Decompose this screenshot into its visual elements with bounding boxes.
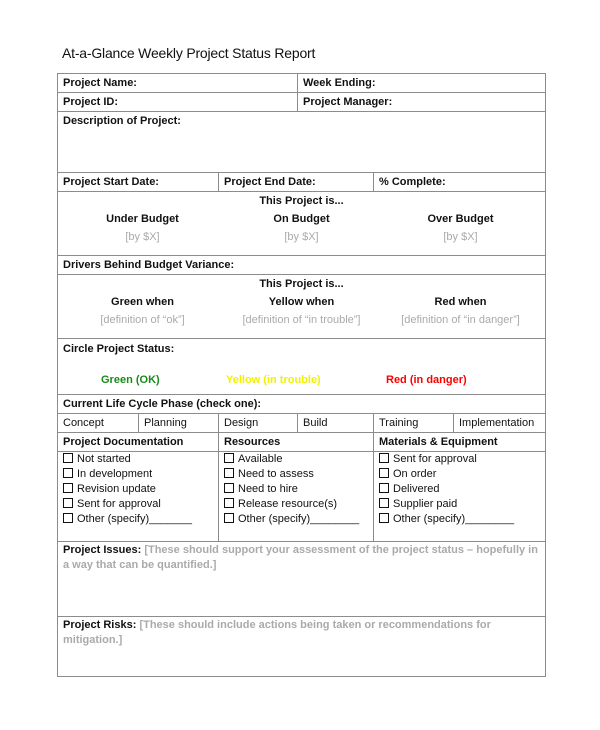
checklist-item[interactable]: [224, 452, 368, 467]
checkbox-icon[interactable]: [63, 498, 73, 508]
on-budget-hint: [by $X]: [284, 231, 319, 243]
checkbox-icon[interactable]: [379, 513, 389, 523]
checklist-item-label: Delivered: [393, 483, 440, 495]
yellow-when-hint: [definition of “in trouble”]: [242, 314, 361, 326]
status-yellow[interactable]: Yellow (in trouble): [226, 374, 321, 386]
checklist-item-label: Other (specify)_______: [77, 513, 192, 525]
checklist-item-label: Revision update: [77, 483, 156, 495]
checklist-item[interactable]: [224, 497, 368, 512]
checkbox-icon[interactable]: [63, 483, 73, 493]
budget-heading: This Project is...: [259, 195, 344, 207]
checklist-item[interactable]: [224, 467, 368, 482]
checklist-item-label: Sent for approval: [393, 453, 477, 465]
phase-design[interactable]: Design: [219, 414, 298, 433]
materials-heading: Materials & Equipment: [374, 433, 546, 452]
status-section: [58, 339, 546, 395]
checklist-item-label: Release resource(s): [238, 498, 338, 510]
start-date-field[interactable]: Project Start Date:: [58, 173, 219, 192]
phase-planning[interactable]: Planning: [139, 414, 219, 433]
checklist-item-label: On order: [393, 468, 437, 480]
issues-label: Project Issues:: [63, 544, 142, 556]
phase-concept[interactable]: Concept: [58, 414, 139, 433]
checklist-item[interactable]: [379, 467, 540, 482]
page-title: At-a-Glance Weekly Project Status Report: [62, 45, 316, 61]
risks-field[interactable]: [58, 617, 546, 677]
checklist-item[interactable]: [63, 497, 213, 512]
checkbox-icon[interactable]: [224, 513, 234, 523]
status-heading: Circle Project Status:: [63, 343, 175, 355]
checklist-item[interactable]: [63, 482, 213, 497]
materials-checklist: [374, 452, 546, 542]
yellow-when-label: Yellow when: [268, 296, 335, 308]
risks-hint: [These should include actions being taken or recommendations for mitigation.]: [63, 619, 491, 646]
checklist-item-label: Need to hire: [238, 483, 298, 495]
on-budget-label: On Budget: [273, 213, 330, 225]
checkbox-icon[interactable]: [224, 483, 234, 493]
resources-checklist: [219, 452, 374, 542]
green-when: [64, 293, 221, 329]
checklist-item-label: Other (specify)________: [393, 513, 515, 525]
health-section: [58, 275, 546, 339]
under-budget-label: Under Budget: [106, 213, 179, 225]
checklist-item[interactable]: [224, 512, 368, 527]
lifecycle-heading: Current Life Cycle Phase (check one):: [58, 395, 546, 414]
checklist-item-label: Not started: [77, 453, 131, 465]
checkbox-icon[interactable]: [63, 468, 73, 478]
budget-section: [58, 192, 546, 256]
checklist-item[interactable]: [379, 452, 540, 467]
checklist-item-label: In development: [77, 468, 153, 480]
project-manager-field[interactable]: Project Manager:: [298, 93, 546, 112]
phase-training[interactable]: Training: [374, 414, 454, 433]
checklist-item[interactable]: [63, 467, 213, 482]
status-report-form: [57, 73, 546, 677]
checkbox-icon[interactable]: [224, 468, 234, 478]
checklist-item-label: Available: [238, 453, 283, 465]
checklist-item[interactable]: [224, 482, 368, 497]
phase-implementation[interactable]: Implementation: [454, 414, 546, 433]
green-when-label: Green when: [111, 296, 174, 308]
red-when-hint: [definition of “in danger”]: [401, 314, 520, 326]
checklist-item-label: Need to assess: [238, 468, 314, 480]
issues-field[interactable]: [58, 542, 546, 617]
red-when-label: Red when: [434, 296, 487, 308]
checkbox-icon[interactable]: [379, 483, 389, 493]
documentation-checklist: [58, 452, 219, 542]
checklist-item[interactable]: [63, 512, 213, 527]
phase-build[interactable]: Build: [298, 414, 374, 433]
documentation-heading: Project Documentation: [58, 433, 219, 452]
checklist-item[interactable]: [63, 452, 213, 467]
checkbox-icon[interactable]: [379, 468, 389, 478]
checklist-item[interactable]: [379, 512, 540, 527]
checkbox-icon[interactable]: [63, 453, 73, 463]
on-budget-option[interactable]: [223, 210, 380, 246]
green-when-hint: [definition of “ok”]: [100, 314, 185, 326]
checklist-item-label: Supplier paid: [393, 498, 458, 510]
over-budget-hint: [by $X]: [443, 231, 478, 243]
project-name-field[interactable]: Project Name:: [58, 74, 298, 93]
health-heading: This Project is...: [259, 278, 344, 290]
under-budget-option[interactable]: [64, 210, 221, 246]
checklist-item-label: Other (specify)________: [238, 513, 360, 525]
drivers-field[interactable]: Drivers Behind Budget Variance:: [58, 256, 546, 275]
end-date-field[interactable]: Project End Date:: [219, 173, 374, 192]
issues-hint: [These should support your assessment of the project status – hopefully in a way that can be quantified.]: [63, 544, 538, 571]
status-red[interactable]: Red (in danger): [386, 374, 467, 386]
over-budget-option[interactable]: [382, 210, 539, 246]
description-field[interactable]: Description of Project:: [58, 112, 546, 173]
percent-complete-field[interactable]: % Complete:: [374, 173, 546, 192]
resources-heading: Resources: [219, 433, 374, 452]
under-budget-hint: [by $X]: [125, 231, 160, 243]
yellow-when: [223, 293, 380, 329]
status-green[interactable]: Green (OK): [101, 374, 160, 386]
checklist-item-label: Sent for approval: [77, 498, 161, 510]
checkbox-icon[interactable]: [379, 453, 389, 463]
checkbox-icon[interactable]: [379, 498, 389, 508]
checkbox-icon[interactable]: [224, 498, 234, 508]
over-budget-label: Over Budget: [427, 213, 494, 225]
checkbox-icon[interactable]: [224, 453, 234, 463]
checklist-item[interactable]: [379, 497, 540, 512]
checkbox-icon[interactable]: [63, 513, 73, 523]
week-ending-field[interactable]: Week Ending:: [298, 74, 546, 93]
red-when: [382, 293, 539, 329]
risks-label: Project Risks:: [63, 619, 137, 631]
checklist-item[interactable]: [379, 482, 540, 497]
project-id-field[interactable]: Project ID:: [58, 93, 298, 112]
